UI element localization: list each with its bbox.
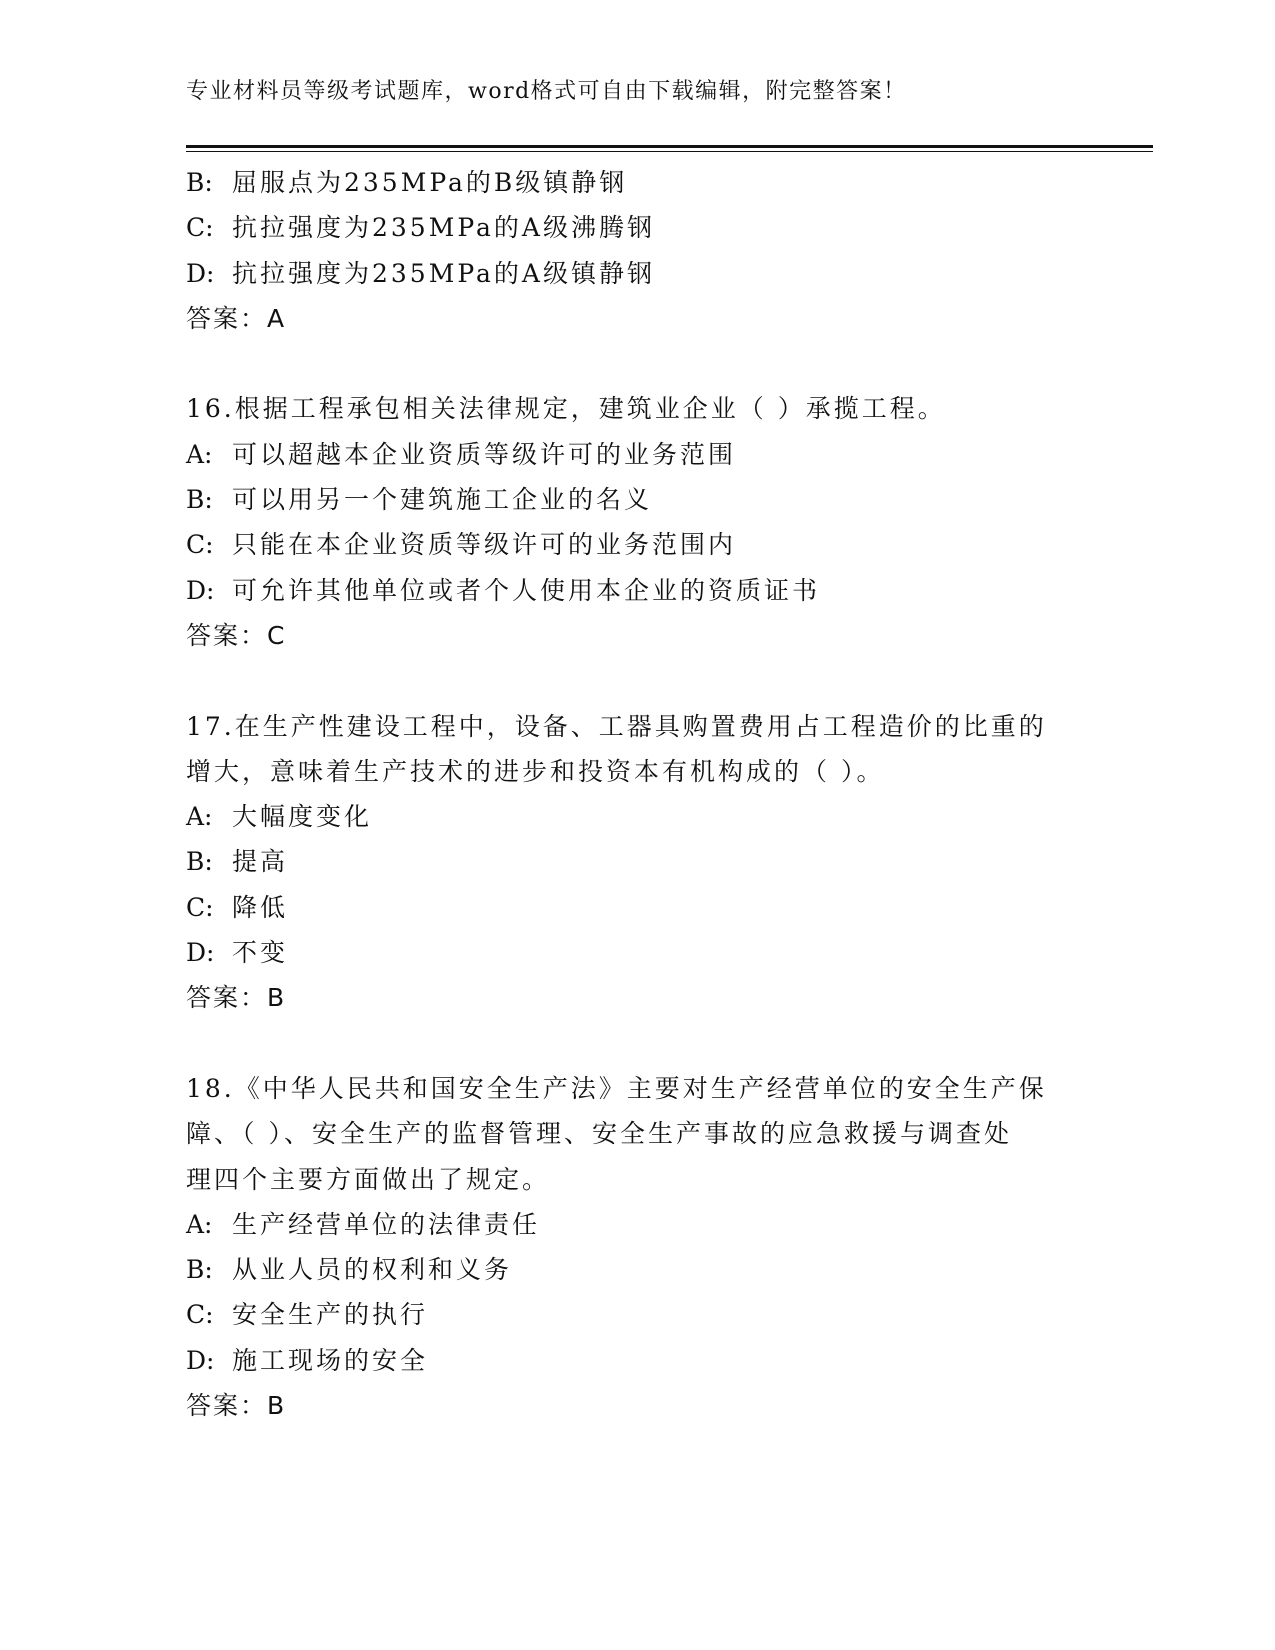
answer: 答案：C: [186, 620, 287, 650]
option-letter: D:: [186, 258, 215, 288]
option-c: [186, 205, 1086, 250]
option-b: [186, 1247, 1086, 1292]
option-a: [186, 432, 1086, 477]
option-text: 不变: [232, 938, 289, 968]
option-text: 只能在本企业资质等级许可的业务范围内: [232, 530, 737, 560]
option-text: 可允许其他单位或者个人使用本企业的资质证书: [232, 575, 821, 605]
option-letter: C:: [186, 530, 214, 560]
option-text: 从业人员的权利和义务: [232, 1255, 513, 1285]
option-text: 生产经营单位的法律责任: [232, 1209, 541, 1239]
header-rule-thick: [186, 145, 1153, 148]
option-letter: B:: [186, 485, 213, 515]
question-17: [186, 704, 1086, 1021]
option-text: 提高: [232, 847, 289, 877]
question-18: [186, 1066, 1086, 1428]
option-text: 可以用另一个建筑施工企业的名义: [232, 485, 653, 515]
option-letter: B:: [186, 168, 213, 197]
question-stem: 增大，意味着生产技术的进步和投资本有机构成的（ ）。: [186, 756, 885, 786]
spacer: [186, 658, 1086, 703]
option-letter: A:: [186, 439, 213, 469]
question-stem: 18.《中华人民共和国安全生产法》主要对生产经营单位的安全生产保: [186, 1073, 1047, 1103]
question-stem: 理四个主要方面做出了规定。: [186, 1164, 551, 1194]
header-rule-thin: [186, 151, 1153, 152]
option-letter: A:: [186, 802, 213, 832]
option-text: 施工现场的安全: [232, 1345, 429, 1375]
question-content: [186, 160, 1086, 1428]
option-letter: B:: [186, 1255, 213, 1285]
option-letter: C:: [186, 213, 214, 243]
option-text: 屈服点为235MPa的B级镇静钢: [232, 168, 628, 197]
option-letter: C:: [186, 1300, 214, 1330]
page-header: 专业材料员等级考试题库，word格式可自由下载编辑，附完整答案！: [186, 79, 907, 104]
option-c: [186, 885, 1086, 930]
option-a: [186, 1202, 1086, 1247]
option-letter: D:: [186, 1345, 215, 1375]
option-text: 大幅度变化: [232, 802, 373, 832]
option-d: [186, 930, 1086, 975]
answer: 答案：A: [186, 303, 287, 333]
option-text: 抗拉强度为235MPa的A级沸腾钢: [232, 213, 655, 243]
answer: 答案：B: [186, 1391, 287, 1421]
answer: 答案：B: [186, 983, 287, 1013]
option-d: [186, 251, 1086, 296]
option-b: [186, 477, 1086, 522]
option-b: [186, 160, 1086, 205]
option-letter: D:: [186, 938, 215, 968]
option-letter: D:: [186, 575, 215, 605]
option-c: [186, 522, 1086, 567]
option-text: 可以超越本企业资质等级许可的业务范围: [232, 439, 737, 469]
question-stem: 障、（ ）、安全生产的监督管理、安全生产事故的应急救援与调查处: [186, 1119, 1012, 1149]
question-stem: 17.在生产性建设工程中，设备、工器具购置费用占工程造价的比重的: [186, 711, 1047, 741]
option-c: [186, 1292, 1086, 1337]
option-text: 安全生产的执行: [232, 1300, 429, 1330]
option-d: [186, 1338, 1086, 1383]
option-d: [186, 568, 1086, 613]
option-letter: C:: [186, 892, 214, 922]
option-text: 抗拉强度为235MPa的A级镇静钢: [232, 258, 655, 288]
option-letter: B:: [186, 847, 213, 877]
question-16: [186, 386, 1086, 658]
prev-question: [186, 160, 1086, 341]
spacer: [186, 341, 1086, 386]
option-letter: A:: [186, 1209, 213, 1239]
spacer: [186, 1021, 1086, 1066]
question-stem: 16.根据工程承包相关法律规定，建筑业企业（ ）承揽工程。: [186, 394, 946, 424]
option-text: 降低: [232, 892, 289, 922]
option-b: [186, 839, 1086, 884]
option-a: [186, 794, 1086, 839]
